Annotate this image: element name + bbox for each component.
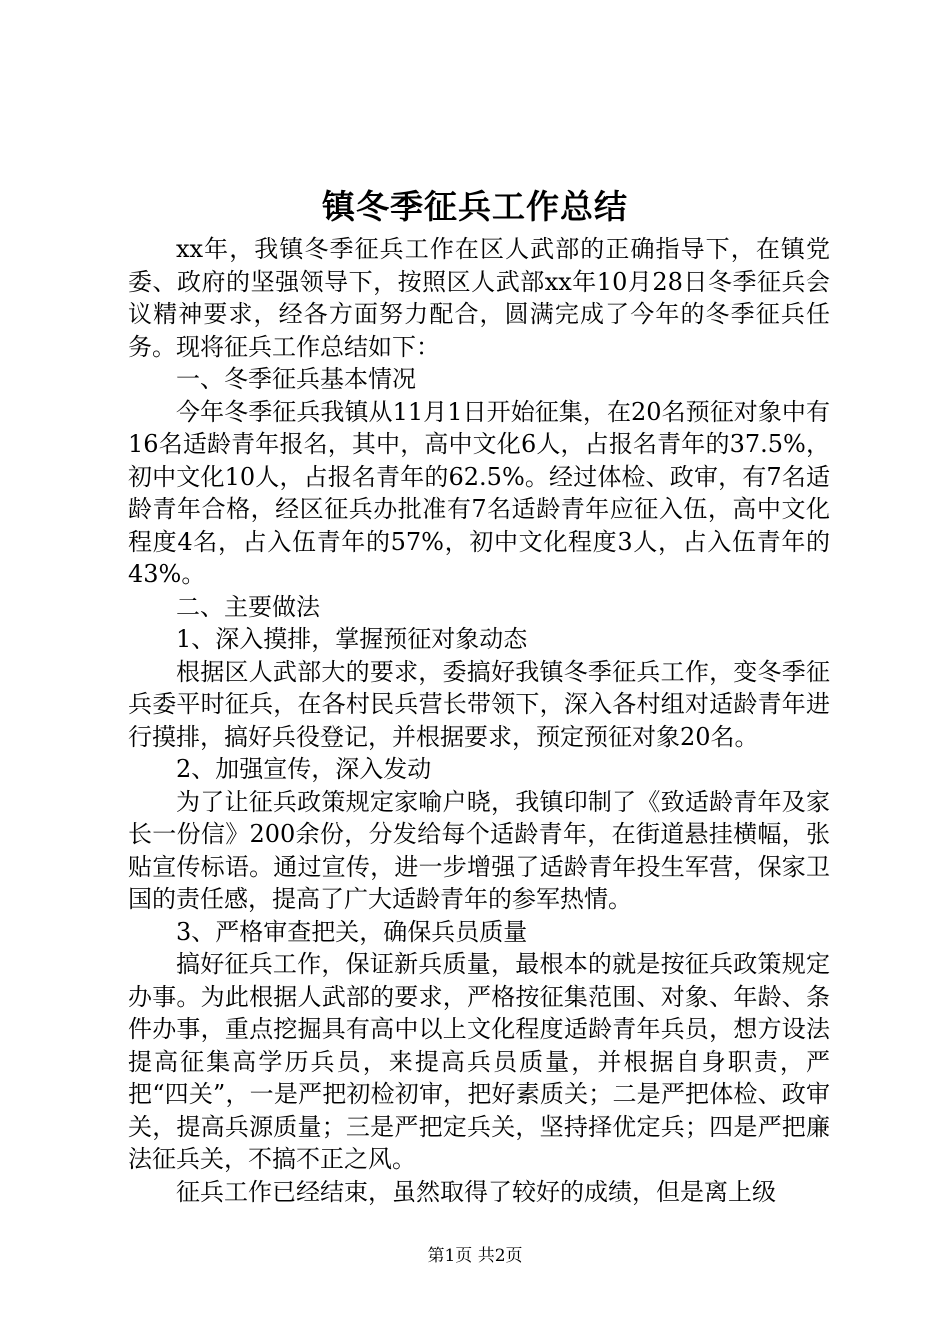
subsection-2-paragraph: 为了让征兵政策规定家喻户晓，我镇印制了《致适龄青年及家长一份信》200余份，分发给每个适龄青年，在街道悬挂横幅，张贴宣传标语。通过宣传，进一步增强了适龄青年投生军营，保家卫国的责任感，提高了广大适龄青年的参军热情。 (128, 787, 830, 913)
subsection-3-paragraph: 搞好征兵工作，保证新兵质量，最根本的就是按征兵政策规定办事。为此根据人武部的要求，严格按征集范围、对象、年龄、条件办事，重点挖掘具有高中以上文化程度适龄青年兵员，想方设法提高征集高学历兵员，来提高兵员质量，并根据自身职责，严把“四关”，一是严把初检初审，把好素质关；二是严把体检、政审关，提高兵源质量；三是严把定兵关，坚持择优定兵；四是严把廉法征兵关，不搞不正之风。 (128, 950, 830, 1173)
subheading-1: 1、深入摸排，掌握预征对象动态 (176, 625, 528, 653)
section-heading-2: 二、主要做法 (176, 592, 320, 621)
document-body (128, 233, 830, 1208)
page-footer: 第1页 共2页 (427, 1246, 523, 1266)
intro-paragraph: xx年，我镇冬季征兵工作在区人武部的正确指导下，在镇党委、政府的坚强领导下，按照区人武部xx年10月28日冬季征兵会议精神要求，经各方面努力配合，圆满完成了今年的冬季征兵任务。现将征兵工作总结如下： (128, 235, 830, 361)
document-title: 镇冬季征兵工作总结 (322, 187, 628, 226)
basic-situation-paragraph: 今年冬季征兵我镇从11月1日开始征集，在20名预征对象中有16名适龄青年报名，其中，高中文化6人，占报名青年的37.5%，初中文化10人，占报名青年的62.5%。经过体检、政审，有7名适龄青年合格，经区征兵办批准有7名适龄青年应征入伍，高中文化程度4名，占入伍青年的57%，初中文化程度3人，占入伍青年的43%。 (128, 397, 830, 588)
subheading-3: 3、严格审查把关，确保兵员质量 (176, 917, 528, 946)
closing-paragraph: 征兵工作已经结束，虽然取得了较好的成绩，但是离上级 (176, 1177, 776, 1206)
section-heading-1: 一、冬季征兵基本情况 (176, 365, 416, 393)
subheading-2: 2、加强宣传，深入发动 (176, 755, 432, 783)
subsection-1-paragraph: 根据区人武部大的要求，委搞好我镇冬季征兵工作，变冬季征兵委平时征兵，在各村民兵营长带领下，深入各村组对适龄青年进行摸排，搞好兵役登记，并根据要求，预定预征对象20名。 (128, 657, 830, 751)
